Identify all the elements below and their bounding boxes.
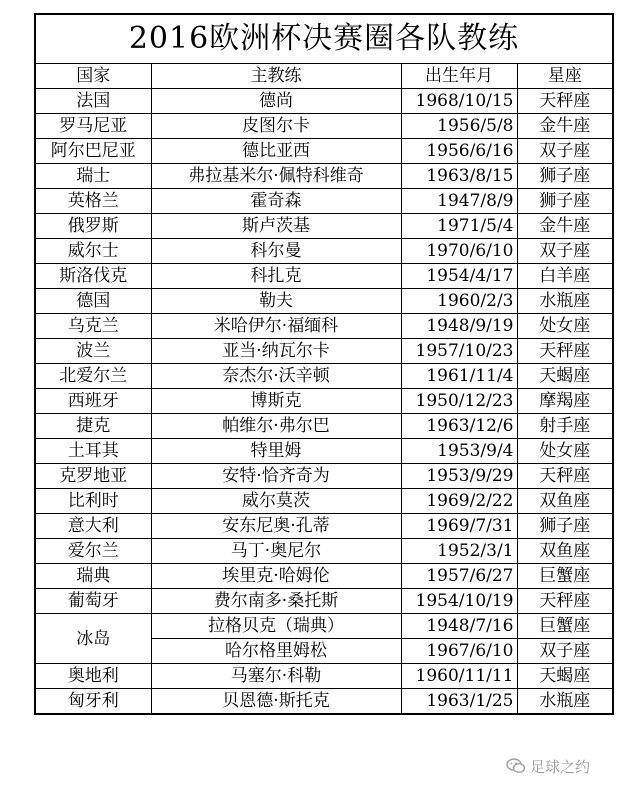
watermark-text: 足球之约 [530, 757, 591, 776]
table-row [36, 439, 612, 464]
coach-cell: 米哈伊尔·福缅科 [151, 314, 401, 339]
team-cell: 匈牙利 [36, 689, 151, 714]
dob-cell: 1952/3/1 [401, 539, 517, 564]
table-row [36, 489, 612, 514]
table-row [36, 239, 612, 264]
header-dob: 出生年月 [401, 64, 517, 89]
coach-cell: 贝恩德·斯托克 [151, 689, 401, 714]
coach-cell: 威尔莫茨 [151, 489, 401, 514]
team-cell: 土耳其 [36, 439, 151, 464]
table-row [36, 89, 612, 114]
table-row [36, 314, 612, 339]
dob-cell: 1963/1/25 [401, 689, 517, 714]
sign-cell: 狮子座 [517, 189, 612, 214]
dob-cell: 1956/5/8 [401, 114, 517, 139]
dob-cell: 1963/12/6 [401, 414, 517, 439]
dob-cell: 1954/4/17 [401, 264, 517, 289]
sign-cell: 处女座 [517, 314, 612, 339]
dob-cell: 1969/7/31 [401, 514, 517, 539]
dob-cell: 1968/10/15 [401, 89, 517, 114]
dob-cell: 1954/10/19 [401, 589, 517, 614]
dob-cell: 1953/9/29 [401, 464, 517, 489]
table-row [36, 389, 612, 414]
coach-cell: 霍奇森 [151, 189, 401, 214]
sign-cell: 水瓶座 [517, 289, 612, 314]
sign-cell: 双子座 [517, 239, 612, 264]
coach-table [34, 13, 614, 715]
team-cell: 葡萄牙 [36, 589, 151, 614]
dob-cell: 1948/9/19 [401, 314, 517, 339]
coach-cell: 特里姆 [151, 439, 401, 464]
dob-cell: 1963/8/15 [401, 164, 517, 189]
dob-cell: 1960/2/3 [401, 289, 517, 314]
dob-cell: 1967/6/10 [401, 639, 517, 664]
sign-cell: 巨蟹座 [517, 564, 612, 589]
team-cell: 北爱尔兰 [36, 364, 151, 389]
dob-cell: 1950/12/23 [401, 389, 517, 414]
table-row [36, 189, 612, 214]
table-row [36, 114, 612, 139]
team-cell: 罗马尼亚 [36, 114, 151, 139]
coach-cell: 弗拉基米尔·佩特科维奇 [151, 164, 401, 189]
coach-cell: 奈杰尔·沃辛顿 [151, 364, 401, 389]
team-cell: 冰岛 [36, 614, 151, 664]
table-row [36, 339, 612, 364]
team-cell: 爱尔兰 [36, 539, 151, 564]
dob-cell: 1948/7/16 [401, 614, 517, 639]
coach-cell: 安东尼奥·孔蒂 [151, 514, 401, 539]
sign-cell: 天秤座 [517, 464, 612, 489]
table-row [36, 664, 612, 689]
team-cell: 奥地利 [36, 664, 151, 689]
sign-cell: 巨蟹座 [517, 614, 612, 639]
table-row [36, 614, 612, 639]
sign-cell: 双鱼座 [517, 489, 612, 514]
team-cell: 捷克 [36, 414, 151, 439]
coach-cell: 皮图尔卡 [151, 114, 401, 139]
dob-cell: 1947/8/9 [401, 189, 517, 214]
team-cell: 比利时 [36, 489, 151, 514]
sign-cell: 金牛座 [517, 114, 612, 139]
team-cell: 瑞士 [36, 164, 151, 189]
coach-cell: 费尔南多·桑托斯 [151, 589, 401, 614]
sign-cell: 天秤座 [517, 89, 612, 114]
sign-cell: 天蝎座 [517, 664, 612, 689]
sign-cell: 处女座 [517, 439, 612, 464]
coach-cell: 科扎克 [151, 264, 401, 289]
coach-cell: 埃里克·哈姆伦 [151, 564, 401, 589]
team-cell: 乌克兰 [36, 314, 151, 339]
sign-cell: 双子座 [517, 139, 612, 164]
team-cell: 德国 [36, 289, 151, 314]
table-row [36, 289, 612, 314]
header-row [36, 64, 612, 89]
table-row [36, 139, 612, 164]
sign-cell: 摩羯座 [517, 389, 612, 414]
table-title: 2016欧洲杯决赛圈各队教练 [36, 15, 612, 64]
dob-cell: 1970/6/10 [401, 239, 517, 264]
coach-grid [36, 64, 612, 713]
sign-cell: 白羊座 [517, 264, 612, 289]
table-row [36, 264, 612, 289]
coach-cell: 拉格贝克（瑞典） [151, 614, 401, 639]
dob-cell: 1953/9/4 [401, 439, 517, 464]
team-cell: 威尔士 [36, 239, 151, 264]
dob-cell: 1960/11/11 [401, 664, 517, 689]
coach-cell: 马塞尔·科勒 [151, 664, 401, 689]
sign-cell: 射手座 [517, 414, 612, 439]
watermark [506, 754, 590, 778]
table-row [36, 164, 612, 189]
sign-cell: 天蝎座 [517, 364, 612, 389]
dob-cell: 1957/10/23 [401, 339, 517, 364]
sign-cell: 狮子座 [517, 164, 612, 189]
coach-cell: 德尚 [151, 89, 401, 114]
team-cell: 克罗地亚 [36, 464, 151, 489]
coach-cell: 科尔曼 [151, 239, 401, 264]
dob-cell: 1971/5/4 [401, 214, 517, 239]
sign-cell: 双鱼座 [517, 539, 612, 564]
coach-cell: 斯卢茨基 [151, 214, 401, 239]
team-cell: 英格兰 [36, 189, 151, 214]
table-row [36, 589, 612, 614]
table-row [36, 689, 612, 714]
coach-cell: 勒夫 [151, 289, 401, 314]
table-row [36, 539, 612, 564]
coach-cell: 亚当·纳瓦尔卡 [151, 339, 401, 364]
dob-cell: 1961/11/4 [401, 364, 517, 389]
table-row [36, 364, 612, 389]
sign-cell: 天秤座 [517, 339, 612, 364]
sign-cell: 水瓶座 [517, 689, 612, 714]
coach-cell: 哈尔格里姆松 [151, 639, 401, 664]
sign-cell: 金牛座 [517, 214, 612, 239]
header-coach: 主教练 [151, 64, 401, 89]
coach-cell: 德比亚西 [151, 139, 401, 164]
team-cell: 意大利 [36, 514, 151, 539]
dob-cell: 1956/6/16 [401, 139, 517, 164]
coach-cell: 博斯克 [151, 389, 401, 414]
team-cell: 俄罗斯 [36, 214, 151, 239]
team-cell: 西班牙 [36, 389, 151, 414]
team-cell: 瑞典 [36, 564, 151, 589]
team-cell: 法国 [36, 89, 151, 114]
team-cell: 斯洛伐克 [36, 264, 151, 289]
table-row [36, 464, 612, 489]
coach-cell: 安特·恰齐奇为 [151, 464, 401, 489]
table-row [36, 414, 612, 439]
sign-cell: 狮子座 [517, 514, 612, 539]
table-row [36, 514, 612, 539]
coach-cell: 马丁·奥尼尔 [151, 539, 401, 564]
team-cell: 阿尔巴尼亚 [36, 139, 151, 164]
wechat-icon [506, 758, 526, 774]
table-row [36, 564, 612, 589]
header-sign: 星座 [517, 64, 612, 89]
sign-cell: 天秤座 [517, 589, 612, 614]
header-team: 国家 [36, 64, 151, 89]
dob-cell: 1957/6/27 [401, 564, 517, 589]
dob-cell: 1969/2/22 [401, 489, 517, 514]
sign-cell: 双子座 [517, 639, 612, 664]
team-cell: 波兰 [36, 339, 151, 364]
table-row [36, 214, 612, 239]
coach-cell: 帕维尔·弗尔巴 [151, 414, 401, 439]
